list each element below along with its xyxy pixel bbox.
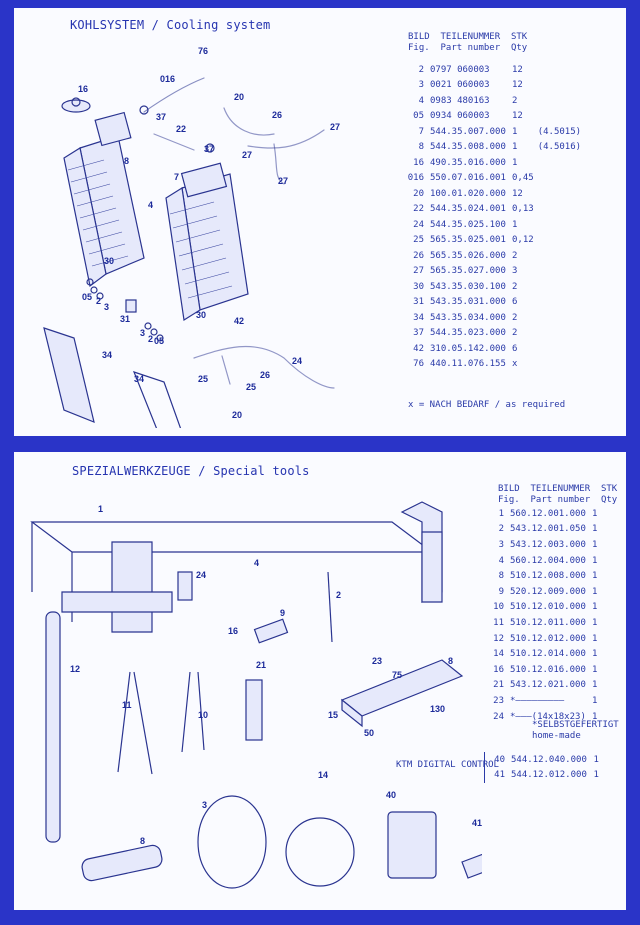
svg-text:3: 3 (202, 800, 208, 810)
tools-part-cell: 560.12.001.000 (510, 508, 586, 519)
tools-qty-cell: 1 (592, 571, 598, 582)
tools-qty-cell: 1 (592, 680, 598, 691)
svg-text:34: 34 (102, 350, 113, 360)
cooling-fig-cell: 016 (407, 173, 424, 184)
svg-text:20: 20 (232, 410, 243, 420)
tools-qty-cell: 1 (592, 508, 598, 519)
tools-qty-cell: 1 (592, 539, 598, 550)
cooling-note-cell (538, 171, 585, 187)
ktm-row (485, 768, 603, 784)
cooling-part-cell: 544.35.023.000 (430, 328, 506, 339)
tools-header-de: BILD TEILENUMMER STK (498, 484, 618, 494)
svg-text:130: 130 (430, 704, 446, 714)
svg-text:26: 26 (272, 110, 283, 120)
cooling-part-cell: 0797 060003 (430, 64, 490, 75)
cooling-note-cell (538, 202, 585, 218)
svg-text:40: 40 (386, 790, 397, 800)
svg-text:05: 05 (82, 292, 93, 302)
cooling-fig-cell: 24 (413, 219, 424, 230)
svg-text:16: 16 (228, 626, 239, 636)
tools-row (484, 615, 601, 631)
tools-fig-cell: 11 (493, 617, 504, 628)
cooling-fig-cell: 20 (413, 188, 424, 199)
selbst-line-en: home-made (532, 731, 581, 741)
cooling-row (404, 93, 585, 109)
cooling-footnote: x = NACH BEDARF / as required (408, 400, 566, 410)
cooling-note-cell (538, 78, 585, 94)
ktm-part-cell: 544.12.040.000 (511, 754, 587, 765)
cooling-part-cell: 310.05.142.000 (430, 343, 506, 354)
tools-table-header (498, 484, 617, 506)
cooling-part-cell: 490.35.016.000 (430, 157, 506, 168)
special-tools-drawing (22, 482, 482, 902)
cooling-fig-cell: 30 (413, 281, 424, 292)
side-cover-drawing (44, 328, 94, 422)
cooling-qty-cell: 0,13 (512, 204, 534, 215)
cooling-qty-cell: 2 (512, 95, 518, 106)
cooling-row (404, 62, 585, 78)
cooling-qty-cell: 0,45 (512, 173, 534, 184)
cooling-note-cell (538, 109, 585, 125)
cooling-fig-cell: 42 (413, 343, 424, 354)
tools-part-cell: 510.12.014.000 (510, 649, 586, 660)
svg-text:42: 42 (234, 316, 245, 326)
cooling-note-cell (538, 248, 585, 264)
cooling-part-cell: 543.35.034.000 (430, 312, 506, 323)
cooling-row (404, 326, 585, 342)
tools-qty-cell: 1 (592, 664, 598, 675)
tool-41-drawing (462, 802, 482, 878)
tools-fig-cell: 14 (493, 649, 504, 660)
cooling-row (404, 217, 585, 233)
cooling-qty-cell: 12 (512, 188, 523, 199)
cooling-qty-cell: x (512, 359, 518, 370)
cooling-fig-cell: 16 (413, 157, 424, 168)
svg-text:41: 41 (472, 818, 482, 828)
tool-14-drawing (286, 818, 354, 886)
special-tools-panel (14, 452, 626, 910)
cooling-qty-cell: 2 (512, 328, 518, 339)
svg-text:05: 05 (154, 336, 165, 346)
svg-text:8: 8 (124, 156, 130, 166)
cooling-fig-cell: 4 (418, 95, 424, 106)
cooling-qty-cell: 2 (512, 312, 518, 323)
cooling-qty-cell: 12 (512, 111, 523, 122)
cooling-part-cell: 544.35.007.000 (430, 126, 506, 137)
cooling-fig-cell: 37 (413, 328, 424, 339)
svg-text:20: 20 (234, 92, 245, 102)
cooling-row (404, 248, 585, 264)
tools-qty-cell: 1 (592, 555, 598, 566)
tools-row (484, 537, 601, 553)
tools-row (484, 646, 601, 662)
tools-fig-cell: 10 (493, 602, 504, 613)
cooling-qty-cell: 6 (512, 343, 518, 354)
svg-text:15: 15 (328, 710, 339, 720)
tools-part-cell: 543.12.003.000 (510, 539, 586, 550)
tool-40-drawing (388, 812, 436, 878)
cooling-fig-cell: 31 (413, 297, 424, 308)
tool-3-drawing (198, 796, 266, 888)
tools-row (484, 600, 601, 616)
cooling-note-cell: (4.5015) (537, 126, 582, 137)
tools-part-cell: 510.12.016.000 (510, 664, 586, 675)
svg-text:50: 50 (364, 728, 375, 738)
ktm-part-cell: 544.12.012.000 (511, 770, 587, 781)
tools-row (484, 522, 601, 538)
tools-row (484, 584, 601, 600)
svg-text:37: 37 (204, 144, 215, 154)
cooling-row (404, 279, 585, 295)
cooling-part-cell: 544.35.008.000 (430, 142, 506, 153)
cooling-part-cell: 440.11.076.155 (430, 359, 506, 370)
cooling-fig-cell: 22 (413, 204, 424, 215)
tools-row (484, 693, 601, 709)
svg-text:8: 8 (448, 656, 454, 666)
svg-text:34: 34 (134, 374, 145, 384)
svg-text:12: 12 (70, 664, 81, 674)
tools-row (484, 662, 601, 678)
ktm-fig-cell: 41 (494, 770, 505, 781)
ktm-row (485, 752, 603, 768)
cooling-part-cell: 100.01.020.000 (430, 188, 506, 199)
svg-text:10: 10 (198, 710, 209, 720)
cooling-note-cell (538, 93, 585, 109)
cooling-note-cell (538, 326, 585, 342)
ktm-fig-cell: 40 (494, 754, 505, 765)
cooling-note-cell (538, 186, 585, 202)
cooling-qty-cell: 1 (512, 219, 518, 230)
svg-text:26: 26 (260, 370, 271, 380)
cooling-system-exploded-drawing (34, 38, 374, 428)
cooling-part-cell: 543.35.031.000 (430, 297, 506, 308)
svg-text:9: 9 (280, 608, 286, 618)
svg-text:37: 37 (156, 112, 167, 122)
cooling-qty-cell: 12 (512, 64, 523, 75)
tools-part-cell: 510.12.011.000 (510, 617, 586, 628)
cooling-part-cell: 565.35.026.000 (430, 250, 506, 261)
cooling-note-cell (538, 217, 585, 233)
ktm-digital-control-label: KTM DIGITAL CONTROL (396, 760, 499, 770)
cooling-fig-cell: 05 (413, 111, 424, 122)
cooling-row (404, 233, 585, 249)
cooling-note-cell (538, 264, 585, 280)
tool-12-drawing (46, 612, 60, 842)
tools-header-en: Fig. Part number Qty (498, 495, 618, 505)
tools-row (484, 678, 601, 694)
tools-qty-cell: 1 (592, 617, 598, 628)
cooling-note-cell (538, 62, 585, 78)
cooling-row (404, 155, 585, 171)
svg-text:1: 1 (98, 504, 104, 514)
svg-text:2: 2 (336, 590, 342, 600)
cooling-note-cell (538, 310, 585, 326)
tools-fig-cell: 8 (498, 571, 504, 582)
tools-fig-cell: 24 (493, 711, 504, 722)
cooling-row (404, 341, 585, 357)
tools-fig-cell: 21 (493, 680, 504, 691)
svg-text:27: 27 (330, 122, 341, 132)
cooling-part-cell: 0934 060003 (430, 111, 490, 122)
tools-part-cell: 520.12.009.000 (510, 586, 586, 597)
cooling-note-cell (538, 155, 585, 171)
tools-fig-cell: 23 (493, 695, 504, 706)
cooling-qty-cell: 0,12 (512, 235, 534, 246)
tools-qty-cell: 1 (592, 649, 598, 660)
cooling-fig-cell: 8 (418, 142, 424, 153)
tools-part-cell: 560.12.004.000 (510, 555, 586, 566)
right-radiator-drawing (166, 163, 248, 320)
cooling-qty-cell: 1 (512, 142, 518, 153)
svg-text:24: 24 (292, 356, 303, 366)
cooling-part-cell: 0021 060003 (430, 80, 490, 91)
ktm-parts-table (484, 752, 603, 783)
tools-part-cell: 510.12.008.000 (510, 571, 586, 582)
cooling-part-cell: 543.35.030.100 (430, 281, 506, 292)
tools-row (484, 553, 601, 569)
tools-fig-cell: 9 (498, 586, 504, 597)
tools-part-cell: 510.12.010.000 (510, 602, 586, 613)
left-radiator-drawing (62, 98, 144, 286)
tools-fig-cell: 2 (498, 524, 504, 535)
cooling-qty-cell: 6 (512, 297, 518, 308)
cooling-section-title: KOHLSYSTEM / Cooling system (70, 18, 271, 32)
cooling-row (404, 124, 585, 140)
cooling-qty-cell: 1 (512, 157, 518, 168)
svg-text:8: 8 (140, 836, 146, 846)
svg-text:22: 22 (176, 124, 187, 134)
cooling-fig-cell: 3 (418, 80, 424, 91)
svg-text:24: 24 (196, 570, 207, 580)
svg-text:4: 4 (254, 558, 260, 568)
svg-text:016: 016 (160, 74, 176, 84)
tools-part-cell: 543.12.021.000 (510, 680, 586, 691)
svg-text:4: 4 (148, 200, 154, 210)
cooling-row (404, 78, 585, 94)
svg-text:3: 3 (140, 328, 146, 338)
tools-fig-cell: 12 (493, 633, 504, 644)
cooling-row (404, 140, 585, 156)
tool-1-stand-drawing (32, 502, 442, 632)
cooling-row (404, 264, 585, 280)
selbst-note (532, 720, 619, 742)
svg-text:31: 31 (120, 314, 131, 324)
cooling-row (404, 202, 585, 218)
tools-fig-cell: 16 (493, 664, 504, 675)
tools-part-cell: *———(14x18x23) (510, 711, 586, 722)
svg-text:21: 21 (256, 660, 267, 670)
selbst-line-de: *SELBSTGEFERTIGT (532, 720, 619, 730)
tools-fig-cell: 3 (498, 539, 504, 550)
cooling-part-cell: 565.35.027.000 (430, 266, 506, 277)
cooling-note-cell (538, 295, 585, 311)
cooling-part-cell: 0983 480163 (430, 95, 490, 106)
svg-text:76: 76 (198, 46, 209, 56)
cooling-header-de: BILD TEILENUMMER STK (408, 32, 528, 42)
tools-qty-cell: 1 (592, 711, 598, 722)
tools-fig-cell: 4 (498, 555, 504, 566)
cooling-header-en: Fig. Part number Qty (408, 43, 528, 53)
tools-row (484, 506, 601, 522)
cooling-fig-cell: 7 (418, 126, 424, 137)
cooling-part-cell: 544.35.024.001 (430, 204, 506, 215)
cooling-qty-cell: 1 (512, 126, 518, 137)
svg-text:2: 2 (96, 296, 102, 306)
svg-text:16: 16 (78, 84, 89, 94)
svg-text:14: 14 (318, 770, 329, 780)
svg-text:25: 25 (198, 374, 209, 384)
cooling-note-cell (538, 279, 585, 295)
cooling-note-cell: (4.5016) (537, 142, 582, 153)
cooling-note-cell (538, 341, 585, 357)
tools-part-cell: *————————— (510, 695, 565, 706)
svg-text:7: 7 (174, 172, 180, 182)
svg-text:23: 23 (372, 656, 383, 666)
tools-qty-cell: 1 (592, 633, 598, 644)
tools-fig-cell: 1 (498, 508, 504, 519)
cooling-fig-cell: 76 (413, 359, 424, 370)
svg-text:75: 75 (392, 670, 403, 680)
cooling-fig-cell: 27 (413, 266, 424, 277)
cooling-row (404, 109, 585, 125)
cooling-fig-cell: 25 (413, 235, 424, 246)
cooling-part-cell: 550.07.016.001 (430, 173, 506, 184)
svg-text:27: 27 (278, 176, 289, 186)
tools-part-cell: 510.12.012.000 (510, 633, 586, 644)
tools-qty-cell: 1 (592, 524, 598, 535)
cooling-qty-cell: 2 (512, 281, 518, 292)
ktm-qty-cell: 1 (593, 754, 599, 765)
cooling-part-cell: 544.35.025.100 (430, 219, 506, 230)
cooling-row (404, 171, 585, 187)
svg-text:3: 3 (104, 302, 110, 312)
tools-row (484, 631, 601, 647)
cooling-qty-cell: 2 (512, 250, 518, 261)
cooling-fig-cell: 2 (418, 64, 424, 75)
cooling-fig-cell: 26 (413, 250, 424, 261)
cooling-note-cell (538, 233, 585, 249)
cooling-fig-cell: 34 (413, 312, 424, 323)
cooling-row (404, 357, 585, 373)
tools-qty-cell: 1 (592, 586, 598, 597)
cooling-row (404, 310, 585, 326)
tools-qty-cell: 1 (592, 602, 598, 613)
cooling-parts-table (404, 62, 585, 372)
ktm-qty-cell: 1 (593, 770, 599, 781)
cooling-part-cell: 565.35.025.001 (430, 235, 506, 246)
tools-section-title: SPEZIALWERKZEUGE / Special tools (72, 464, 310, 478)
tools-parts-table (484, 506, 601, 724)
svg-text:2: 2 (148, 334, 154, 344)
cooling-qty-cell: 3 (512, 266, 518, 277)
svg-text:27: 27 (242, 150, 253, 160)
cooling-qty-cell: 12 (512, 80, 523, 91)
tools-part-cell: 543.12.001.050 (510, 524, 586, 535)
cooling-row (404, 295, 585, 311)
cooling-row (404, 186, 585, 202)
cooling-note-cell (538, 357, 585, 373)
svg-text:25: 25 (246, 382, 257, 392)
svg-text:11: 11 (122, 700, 132, 710)
tools-qty-cell: 1 (592, 695, 598, 706)
cooling-table-header (408, 32, 527, 54)
cooling-system-panel (14, 8, 626, 436)
tools-row (484, 568, 601, 584)
svg-text:30: 30 (196, 310, 207, 320)
svg-text:30: 30 (104, 256, 115, 266)
